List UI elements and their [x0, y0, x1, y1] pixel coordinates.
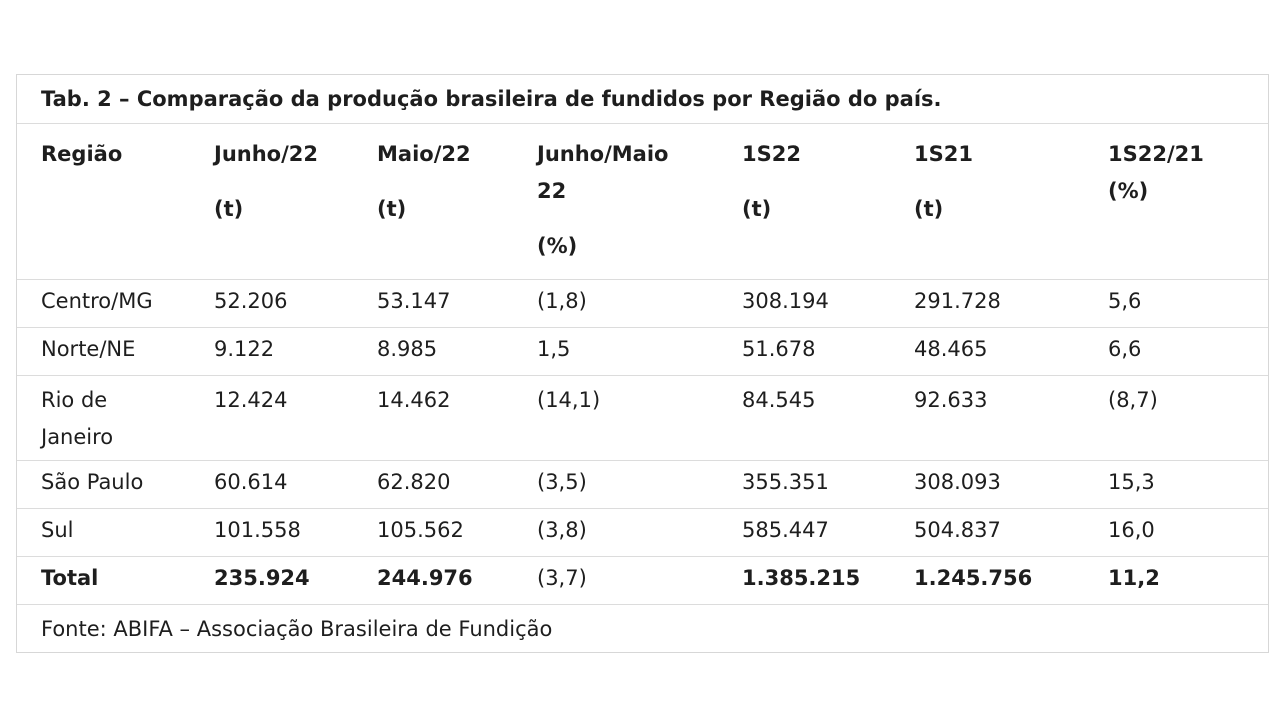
cell-maio22: 244.976 — [377, 556, 537, 604]
table-row — [17, 508, 1268, 556]
cell-1s22-21: 15,3 — [1108, 460, 1268, 508]
cell-1s22-21: 11,2 — [1108, 556, 1268, 604]
cell-1s21: 92.633 — [914, 375, 1108, 460]
header-1s22 — [742, 123, 914, 279]
cell-maio22: 105.562 — [377, 508, 537, 556]
cell-1s22-21: 5,6 — [1108, 279, 1268, 327]
production-table — [17, 75, 1268, 652]
cell-region: Sul — [17, 508, 214, 556]
cell-1s22: 51.678 — [742, 327, 914, 375]
cell-junho22: 235.924 — [214, 556, 377, 604]
cell-1s21: 48.465 — [914, 327, 1108, 375]
header-unit: (t) — [914, 196, 944, 221]
header-row — [17, 123, 1268, 279]
header-label: Junho/Maio 22 — [537, 141, 669, 203]
cell-junho-maio: (3,7) — [537, 556, 742, 604]
header-1s21 — [914, 123, 1108, 279]
table-row — [17, 460, 1268, 508]
table-row — [17, 375, 1268, 460]
cell-maio22: 53.147 — [377, 279, 537, 327]
cell-junho22: 12.424 — [214, 375, 377, 460]
cell-1s22-21: (8,7) — [1108, 375, 1268, 460]
cell-region: Rio de Janeiro — [17, 375, 214, 460]
header-junho-maio — [537, 123, 742, 279]
total-row — [17, 556, 1268, 604]
header-regiao — [17, 123, 214, 279]
cell-maio22: 62.820 — [377, 460, 537, 508]
table-title: Tab. 2 – Comparação da produção brasileira de fundidos por Região do país. — [41, 87, 942, 111]
cell-junho-maio: (1,8) — [537, 279, 742, 327]
cell-junho22: 52.206 — [214, 279, 377, 327]
cell-1s21: 291.728 — [914, 279, 1108, 327]
header-label: 1S21 — [914, 141, 973, 166]
cell-junho-maio: 1,5 — [537, 327, 742, 375]
table-row — [17, 327, 1268, 375]
header-label: 1S22/21 — [1108, 141, 1204, 166]
header-unit: (t) — [214, 196, 244, 221]
cell-1s22-21: 6,6 — [1108, 327, 1268, 375]
cell-maio22: 14.462 — [377, 375, 537, 460]
cell-1s22: 1.385.215 — [742, 556, 914, 604]
header-junho22 — [214, 123, 377, 279]
cell-region: São Paulo — [17, 460, 214, 508]
header-label: 1S22 — [742, 141, 801, 166]
production-table-container — [16, 74, 1269, 653]
header-label: Região — [41, 141, 123, 166]
cell-junho-maio: (3,5) — [537, 460, 742, 508]
header-label: Junho/22 — [214, 141, 318, 166]
header-maio22 — [377, 123, 537, 279]
cell-maio22: 8.985 — [377, 327, 537, 375]
cell-1s22-21: 16,0 — [1108, 508, 1268, 556]
cell-1s21: 504.837 — [914, 508, 1108, 556]
cell-1s22: 355.351 — [742, 460, 914, 508]
header-unit: (t) — [377, 196, 407, 221]
cell-junho22: 9.122 — [214, 327, 377, 375]
cell-1s21: 1.245.756 — [914, 556, 1108, 604]
header-label: Maio/22 — [377, 141, 471, 166]
cell-1s22: 84.545 — [742, 375, 914, 460]
table-row — [17, 279, 1268, 327]
cell-region: Total — [17, 556, 214, 604]
cell-1s21: 308.093 — [914, 460, 1108, 508]
cell-1s22: 585.447 — [742, 508, 914, 556]
table-source: Fonte: ABIFA – Associação Brasileira de Fundição — [17, 604, 1268, 652]
cell-junho-maio: (3,8) — [537, 508, 742, 556]
header-1s22-21 — [1108, 123, 1268, 279]
cell-region: Centro/MG — [17, 279, 214, 327]
header-unit: (t) — [742, 196, 772, 221]
cell-junho22: 60.614 — [214, 460, 377, 508]
cell-1s22: 308.194 — [742, 279, 914, 327]
cell-junho22: 101.558 — [214, 508, 377, 556]
header-unit: (%) — [1108, 178, 1149, 203]
cell-junho-maio: (14,1) — [537, 375, 742, 460]
header-unit: (%) — [537, 233, 578, 258]
cell-region: Norte/NE — [17, 327, 214, 375]
